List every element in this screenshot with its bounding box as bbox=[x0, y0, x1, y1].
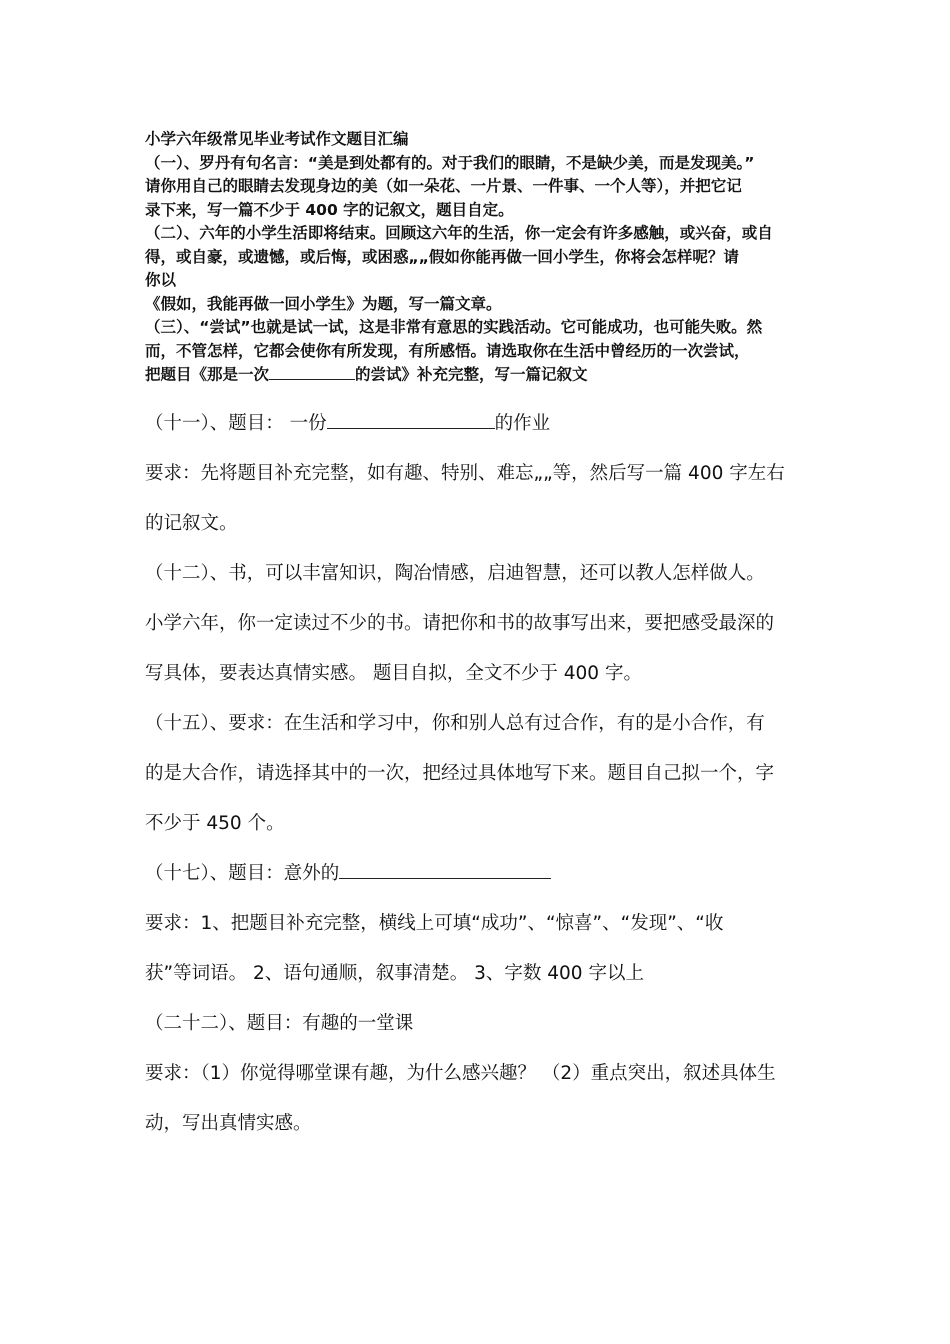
text-line: 不少于 450 个。 bbox=[145, 813, 285, 834]
topic-12-heading: （十二）、书，可以丰富知识，陶冶情感，启迪智慧，还可以教人怎样做人。 bbox=[145, 563, 765, 584]
text-line: 动，写出真情实感。 bbox=[145, 1113, 312, 1134]
text-line: 得，或自豪，或遗憾，或后悔，或困惑„„假如你能再做一回小学生，你将会怎样呢？请 bbox=[145, 247, 739, 266]
text-fragment: 把题目《那是一次 bbox=[145, 365, 270, 384]
text-line: （一）、罗丹有句名言：“美是到处都有的。对于我们的眼睛，不是缺少美，而是发现美。” bbox=[145, 153, 755, 172]
text-line: 要求：（1）你觉得哪堂课有趣，为什么感兴趣？ （2）重点突出，叙述具体生 bbox=[145, 1063, 776, 1084]
intro-section bbox=[145, 128, 815, 387]
text-line: （二）、六年的小学生活即将结束。回顾这六年的生活，你一定会有许多感触，或兴奋，或自 bbox=[145, 224, 773, 242]
topic-15-heading: （十五）、要求：在生活和学习中，你和别人总有过合作，有的是小合作，有 bbox=[145, 713, 765, 734]
document-title: 小学六年级常见毕业考试作文题目汇编 bbox=[145, 130, 409, 148]
text-line: 要求：1、把题目补充完整，横线上可填“成功”、“惊喜”、“发现”、“收 bbox=[145, 913, 724, 934]
text-line: 小学六年，你一定读过不少的书。请把你和书的故事写出来，要把感受最深的 bbox=[145, 613, 775, 634]
text-line: 你以 bbox=[145, 271, 177, 289]
text-line: 的记叙文。 bbox=[145, 513, 238, 534]
text-line: 的是大合作，请选择其中的一次，把经过具体地写下来。题目自己拟一个，字 bbox=[145, 763, 775, 784]
text-line: （三）、“尝试”也就是试一试，这是非常有意思的实践活动。它可能成功，也可能失败。然 bbox=[145, 318, 763, 336]
topic-11-heading bbox=[145, 408, 815, 458]
fill-in-blank bbox=[269, 363, 355, 380]
fill-in-blank bbox=[339, 860, 551, 880]
text-fragment: （十一）、题目： 一份 bbox=[145, 413, 327, 434]
fill-in-blank bbox=[327, 410, 495, 430]
text-line: 获”等词语。 2、语句通顺，叙事清楚。 3、字数 400 字以上 bbox=[145, 963, 644, 984]
text-line bbox=[145, 363, 815, 387]
text-fragment: （十七）、题目：意外的 bbox=[145, 863, 340, 884]
topics-section bbox=[145, 408, 815, 1158]
text-line: 而，不管怎样，它都会使你有所发现，有所感悟。请选取你在生活中曾经历的一次尝试， bbox=[145, 341, 750, 360]
text-line: 录下来，写一篇不少于 400 字的记叙文，题目自定。 bbox=[145, 200, 514, 219]
text-line: 要求：先将题目补充完整，如有趣、特别、难忘„„等，然后写一篇 400 字左右 bbox=[145, 463, 785, 484]
topic-17-heading bbox=[145, 858, 815, 908]
text-fragment: 的尝试》补充完整，写一篇记叙文 bbox=[355, 365, 588, 384]
text-fragment: 的作业 bbox=[494, 413, 551, 434]
topic-22-heading: （二十二）、题目：有趣的一堂课 bbox=[145, 1013, 414, 1034]
text-line: 《假如，我能再做一回小学生》为题，写一篇文章。 bbox=[145, 294, 502, 313]
text-line: 请你用自己的眼睛去发现身边的美（如一朵花、一片景、一件事、一个人等），并把它记 bbox=[145, 177, 742, 195]
text-line: 写具体，要表达真情实感。 题目自拟，全文不少于 400 字。 bbox=[145, 663, 642, 684]
